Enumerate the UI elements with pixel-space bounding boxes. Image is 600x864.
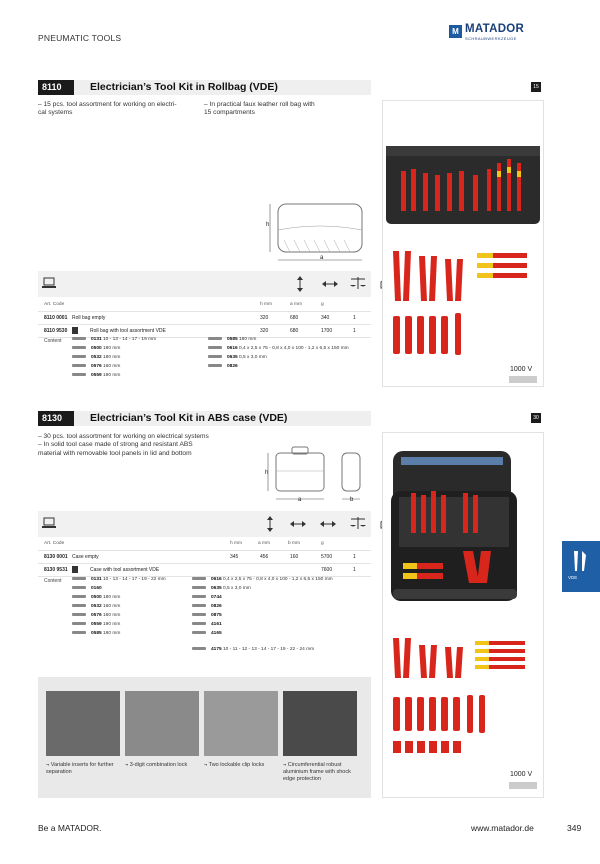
dimension-a-label: a [320,255,324,261]
depth-arrow-icon [320,520,336,528]
tool-kit-icon [72,566,78,573]
table-row: 8110 9530 Roll bag with tool assortment VDE 320 680 1700 1 [38,325,371,338]
product-code: 8130 [38,411,74,426]
product-title-bar [38,411,371,426]
dimension-h-label: h [266,222,270,228]
dimension-a-label: a [298,497,302,503]
product-title: Electrician’s Tool Kit in Rollbag (VDE) [90,81,278,93]
product-title: Electrician’s Tool Kit in ABS case (VDE) [90,412,288,424]
case-photo [383,433,543,797]
table-header: Art. Code h mm a mm g [38,299,371,312]
spec-icon-row [38,271,371,297]
spec-icon-row [38,511,371,537]
tab-label: VDE [568,575,578,580]
brand-subtitle: SCHRAUBWERKZEUGE [465,36,517,41]
content-label: Content [44,338,62,344]
spec-table [38,299,371,338]
features-panel [38,677,371,798]
bullet-line: material with removable tool panels in lid and bottom [38,449,192,457]
product-code: 8110 [38,80,74,95]
bullet-line: – In practical faux leather roll bag with [204,101,315,108]
product-bullets [38,433,268,458]
tools-icon [570,549,592,573]
table-header: Art. Code h mm a mm b mm g [38,538,371,551]
bullet-line: 15 compartments [204,109,255,117]
pieces-count-icon: 30 [531,413,541,423]
footer-url[interactable]: www.matador.de [471,823,534,833]
tool-kit-icon [72,327,78,334]
product-bullets-left [38,101,208,118]
feature-caption: ¬ Circumferential robust aluminium frame with shock edge protection [283,762,351,782]
table-row: 8130 9531 Case with tool assortment VDE 7600 1 [38,564,371,577]
feature-caption: ¬ Two lockable clip locks [204,762,265,768]
rollbag-dimension-drawing [262,196,372,268]
certification-icons [509,782,537,789]
voltage-rating: 1000 V [510,366,533,373]
voltage-rating: 1000 V [510,771,533,778]
product-title-bar [38,80,371,95]
width-arrow-icon [290,520,306,528]
vde-section-tab[interactable] [562,541,600,592]
bullet-line: cal systems [38,109,73,117]
feature-image-inserts [46,691,120,756]
case-dimension-drawing [262,441,372,506]
content-list: 0131 10 - 13 - 14 - 17 - 19 - 22 mm 0160 0500 180 mm 0532 160 mm 0576 160 mm 0559 190 mm 0585 180 mm 0616 0,4 x 2,5 x 75 - 0,8 x 4,0 x 100 - 1,2 x 6,5 x 150 mm 0635 0,5 x 3,0 mm 0744 0826 0875 4161 4165 4175 10 - 11 - 12 - 13 - 14 - 17 - 19 - 22 - 24 mm [72,577,372,657]
bullet-line: – In solid tool case made of strong and resistant ABS [38,441,193,449]
feature-image-frame [283,691,357,756]
feature-caption: ¬ Variable inserts for further separation [46,762,114,775]
page-number: 349 [567,823,582,833]
product-photo-case [382,432,544,798]
spec-table [38,538,371,577]
height-arrow-icon [296,276,304,292]
weight-scale-icon [350,516,366,530]
height-arrow-icon [266,516,274,532]
table-row: 8110 0001 Roll bag empty 320 680 340 1 [38,312,371,325]
bullet-line: – 30 pcs. tool assortment for working on electrical systems [38,433,209,440]
brand-mark: M [449,25,462,38]
content-label: Content [44,578,62,584]
product-photo-rollbag [382,100,544,387]
product-bullets-right [204,101,364,118]
laptop-icon [42,277,56,289]
certification-icons [509,376,537,383]
feature-image-clip-locks [204,691,278,756]
width-arrow-icon [322,280,338,288]
brand-logo [449,23,549,45]
brand-name: MATADOR [465,23,525,35]
bullet-line: – 15 pcs. tool assortment for working on electri- [38,101,177,108]
footer-slogan: Be a MATADOR. [38,823,102,833]
table-row: 8130 0001 Case empty 345 456 160 5700 1 [38,551,371,564]
dimension-h-label: h [265,470,269,476]
laptop-icon [42,517,56,529]
weight-scale-icon [350,276,366,290]
section-title: PNEUMATIC TOOLS [38,33,122,43]
feature-caption: ¬ 3-digit combination lock [125,762,188,768]
feature-image-lock [125,691,199,756]
rollbag-photo [383,101,543,386]
content-list: 0131 10 - 13 - 14 - 17 - 19 mm 0500 180 mm 0532 180 mm 0576 160 mm 0559 190 mm 0585 180 mm 0616 0,4 x 2,5 x 75 - 0,8 x 4,0 x 100 - 1,2 x 6,5 x 150 mm 0635 0,5 x 3,0 mm 0826 [72,337,372,387]
dimension-b-label: b [350,497,354,503]
pieces-count-icon: 15 [531,82,541,92]
